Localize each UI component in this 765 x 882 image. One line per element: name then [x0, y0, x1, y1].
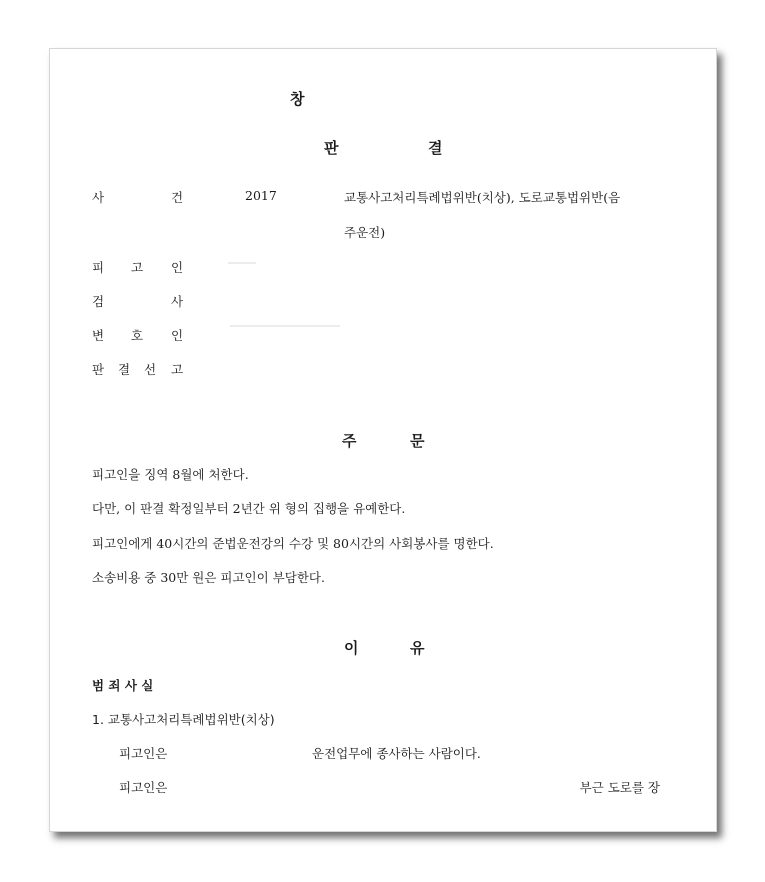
- label-case-char-2: 건: [171, 190, 184, 205]
- label-defendant-char-3: 인: [171, 260, 184, 275]
- label-defendant-char-1: 피: [92, 260, 105, 275]
- doc-title-char-1: 판: [324, 139, 339, 157]
- order-heading-char-1: 주: [342, 432, 357, 450]
- label-counsel-char-1: 변: [92, 328, 105, 343]
- reason-para-2-end: 부근 도로를 장: [579, 780, 660, 795]
- label-date-char-4: 고: [171, 362, 184, 377]
- label-date-char-1: 판: [92, 362, 105, 377]
- case-name-line-2: 주운전): [344, 225, 386, 240]
- case-name-line-1: 교통사고처리특례법위반(치상), 도로교통법위반(음: [344, 190, 621, 205]
- order-line-3: 피고인에게 40시간의 준법운전강의 수강 및 80시간의 사회봉사를 명한다.: [92, 536, 494, 551]
- label-defendant-char-2: 고: [131, 260, 144, 275]
- reason-heading-char-1: 이: [344, 639, 359, 657]
- case-number: 2017: [245, 188, 277, 203]
- reason-para-1-start: 피고인은: [119, 746, 168, 761]
- label-case-char-1: 사: [92, 190, 105, 205]
- label-counsel-char-2: 호: [131, 328, 144, 343]
- reason-item-1: 1. 교통사고처리특례법위반(치상): [92, 712, 275, 727]
- doc-title-char-2: 결: [428, 139, 443, 157]
- reason-para-1-end: 운전업무에 종사하는 사람이다.: [312, 746, 481, 761]
- redacted-defendant: [228, 262, 256, 264]
- redacted-counsel: [230, 325, 340, 327]
- label-prosecutor-char-1: 검: [92, 294, 105, 309]
- reason-subheading: 범 죄 사 실: [92, 678, 154, 693]
- document-page: [49, 48, 717, 832]
- reason-heading-char-2: 유: [410, 639, 425, 657]
- court-name: 창: [290, 90, 305, 108]
- order-line-1: 피고인을 징역 8월에 처한다.: [92, 467, 249, 482]
- order-line-2: 다만, 이 판결 확정일부터 2년간 위 형의 집행을 유예한다.: [92, 501, 406, 516]
- label-prosecutor-char-2: 사: [171, 294, 184, 309]
- order-line-4: 소송비용 중 30만 원은 피고인이 부담한다.: [92, 570, 325, 585]
- label-date-char-3: 선: [144, 362, 157, 377]
- order-heading-char-2: 문: [410, 432, 425, 450]
- label-date-char-2: 결: [118, 362, 131, 377]
- label-counsel-char-3: 인: [171, 328, 184, 343]
- reason-para-2-start: 피고인은: [119, 780, 168, 795]
